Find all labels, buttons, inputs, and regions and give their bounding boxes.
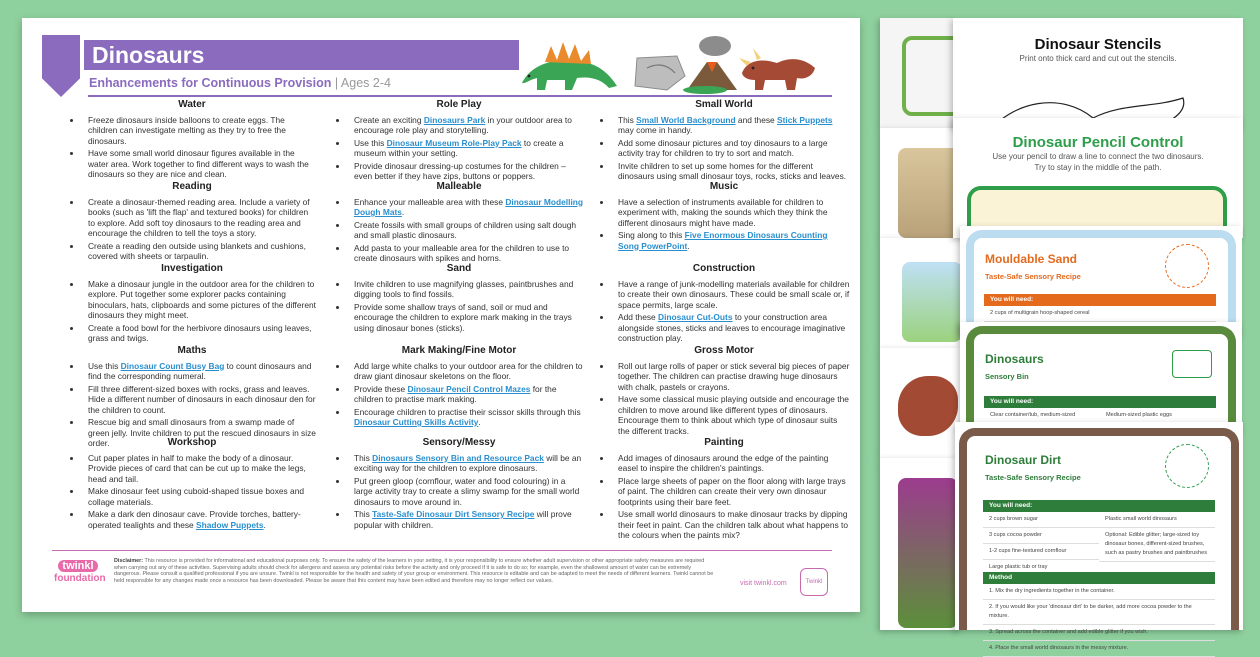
- ingredient: 2 cups brown sugar: [983, 512, 1099, 528]
- card-back-4: [880, 348, 960, 458]
- fossil-illustration: [635, 56, 685, 90]
- section-list: [68, 115, 316, 180]
- section-music: [598, 182, 850, 253]
- subtitle-text: Enhancements for Continuous Provision: [89, 76, 332, 90]
- item-text: Create a dinosaur-themed reading area. Include a variety of books (such as 'lift the flap' and textured books) for children to explore. Add soft toy dinosaurs to the reading area and encourage the children to tell the toys a story.: [88, 196, 310, 238]
- step-text: Spread across the container and add edible glitter if you wish.: [995, 629, 1148, 635]
- ingredient: 3 cups cocoa powder: [983, 528, 1099, 544]
- method-steps: [983, 584, 1215, 657]
- list-item: [612, 115, 850, 136]
- list-item: [348, 220, 584, 241]
- item-text: Freeze dinosaurs inside balloons to create eggs. The children can investigate melting as they try to free the dinosaurs.: [88, 114, 286, 146]
- bin-item-2: Medium-sized plastic eggs: [1106, 412, 1172, 418]
- bin-item-1: Clear container/tub, medium-sized: [990, 412, 1076, 418]
- item-text: to your construction area alongside stones, sticks and leaves to encourage imaginative construction play.: [618, 312, 846, 343]
- list-item: [348, 243, 584, 264]
- card-back-3: [880, 238, 960, 348]
- step-text: Mix the dry ingredients together in the container.: [995, 588, 1115, 594]
- list-item: [348, 509, 584, 530]
- list-item: [612, 161, 850, 182]
- section-list: [334, 453, 584, 531]
- section-mark-making-fine-motor: [334, 346, 584, 430]
- item-text: Add these: [618, 312, 659, 322]
- item-text: Have some small world dinosaur figures available in the water area. Work together to find different ways to wash the dinosaurs so they are nice and clean.: [88, 148, 309, 179]
- list-item: [612, 394, 850, 436]
- item-text: Have some classical music playing outside and encourage the children to move around like different types of dinosaurs. Encourage them to think about which type of dinosaur suits the different tracks.: [618, 394, 849, 436]
- item-text: .: [687, 240, 690, 251]
- section-list: [598, 197, 850, 252]
- item-text: Rescue big and small dinosaurs from a swamp made of green jelly. Invite children to put the rescued dinosaurs in size order.: [88, 417, 316, 448]
- sky-landscape: [902, 262, 962, 342]
- disclaimer-label: Disclaimer:: [114, 558, 144, 564]
- section-heading: Painting: [704, 437, 744, 448]
- item-text: Have a range of junk-modelling materials available for children to create their own dinosaurs. These could be small scale or, if space permits, large scale.: [618, 278, 850, 310]
- list-item: [348, 453, 584, 474]
- list-item: [82, 279, 316, 321]
- item-text: Create a reading den outside using blankets and cushions, covered with sheets or tarpaulin.: [88, 240, 306, 261]
- dinosaur-dirt-card: [955, 422, 1243, 651]
- list-item: [82, 361, 316, 382]
- item-text: Use this: [88, 360, 121, 371]
- visit-link[interactable]: visit twinkl.com: [740, 580, 787, 587]
- dirt-subtitle: Taste-Safe Sensory Recipe: [985, 473, 1081, 482]
- title-bar: [84, 40, 519, 70]
- sand-need-label: You will need:: [984, 294, 1216, 306]
- item-text: Add large white chalks to your outdoor area for the children to draw giant dinosaur skeletons on the floor.: [354, 360, 583, 381]
- section-list: [334, 197, 584, 264]
- section-heading: Maths: [177, 345, 207, 356]
- list-item: [612, 509, 850, 541]
- item-text: Create fossils with small groups of children using salt dough and small plastic dinosaurs.: [354, 219, 577, 240]
- item-text: Enhance your malleable area with these: [354, 196, 506, 207]
- list-item: [348, 115, 584, 136]
- list-item: [612, 453, 850, 474]
- dirt-need-label: You will need:: [983, 500, 1215, 512]
- dinosaur-illustrations: [517, 28, 822, 98]
- section-heading: Reading: [172, 181, 212, 192]
- footer-rule: [52, 550, 832, 551]
- list-item: [348, 161, 584, 182]
- resource-link[interactable]: Dinosaur Cutting Skills Activity: [354, 417, 479, 427]
- list-item: [82, 115, 316, 147]
- stencils-card: [953, 18, 1243, 128]
- sand-subtitle: Taste-Safe Sensory Recipe: [985, 272, 1081, 281]
- item-text: .: [478, 417, 481, 427]
- item-text: for the children to practise mark making.: [354, 383, 557, 404]
- list-item: [82, 486, 316, 507]
- item-text: Use this: [354, 137, 387, 148]
- logo-top: twinkl: [58, 560, 98, 572]
- item-text: Encourage children to practise their scissor skills through this: [354, 406, 581, 417]
- bin-subtitle: Sensory Bin: [985, 372, 1029, 381]
- item-text: Provide dinosaur dressing-up costumes for the children – even better if they have zips, buttons or poppers.: [354, 160, 566, 181]
- dirt-title: Dinosaur Dirt: [985, 453, 1062, 467]
- smile-badge: [1165, 244, 1209, 288]
- card-back-1: [880, 18, 955, 128]
- section-heading: Malleable: [436, 181, 482, 192]
- section-heading: Role Play: [436, 99, 482, 110]
- sand-title: Mouldable Sand: [985, 252, 1078, 266]
- item-text: .: [401, 207, 405, 217]
- section-heading: Investigation: [161, 263, 223, 274]
- section-heading: Small World: [695, 99, 753, 110]
- section-list: [598, 361, 850, 437]
- section-list: [598, 279, 850, 344]
- sensory-bin-card: [960, 322, 1242, 432]
- method-step: 4. Place the small world dinosaurs in the messy mixture.: [983, 641, 1215, 657]
- resource-link[interactable]: Dinosaur Pencil Control Mazes: [407, 383, 531, 394]
- item-text: Create a food bowl for the herbivore dinosaurs using leaves, grass and twigs.: [88, 322, 312, 343]
- bin-icon: [1172, 350, 1212, 378]
- list-item: [612, 230, 850, 251]
- section-heading: Gross Motor: [694, 345, 754, 356]
- item-text: and these: [735, 114, 778, 125]
- list-item: [612, 138, 850, 159]
- method-step: 2. If you would like your 'dinosaur dirt' to be darker, add more cocoa powder to the mixture.: [983, 600, 1215, 625]
- disclaimer-text: This resource is provided for informational and educational purposes only. To ensure the safety of the learners in your setting, it is your responsibility to ensure whether adult supervision or other appropriate safety measures are required when carrying out any of these activities. Supervising adults should check for allergens and assess any potential risks before the activity and only proceed if it is safe to do so; for example, even the shallowest amount of water can be extremely dangerous. Please consult a qualified professional if you are unsure. Twinkl is not responsible for the health and safety of your group or environment. This resource is editable and can be adapted to meet the needs of different learners. Twinkl cannot be held responsible for any changes made once a resource has been downloaded. Please be aware that this content may have been edited and therefore may no longer reflect our values.: [114, 558, 714, 584]
- section-maths: [68, 346, 316, 451]
- mouldable-sand-card: [960, 226, 1242, 336]
- item-text: Add pasta to your malleable area for the children to use to create dinosaurs with spikes and horns.: [354, 242, 570, 263]
- section-painting: [598, 438, 850, 543]
- page-subtitle: [89, 76, 391, 90]
- resource-link[interactable]: Dinosaurs Sensory Bin and Resource Pack: [372, 452, 544, 463]
- list-item: [82, 509, 316, 530]
- section-sensory-messy: [334, 438, 584, 532]
- smile-badge: [1165, 444, 1209, 488]
- section-heading: Water: [178, 99, 206, 110]
- list-item: [612, 312, 850, 344]
- section-list: [598, 115, 850, 182]
- step-text: Place the small world dinosaurs in the messy mixture.: [995, 645, 1129, 651]
- list-item: [82, 323, 316, 344]
- pencil-title: Dinosaur Pencil Control: [1012, 134, 1184, 151]
- pencil-sub1: Use your pencil to draw a line to connect the two dinosaurs.: [992, 152, 1204, 161]
- step-text: If you would like your 'dinosaur dirt' to be darker, add more cocoa powder to the mixture.: [989, 604, 1192, 619]
- item-text: Make a dark den dinosaur cave. Provide torches, battery-operated tealights and these: [88, 509, 301, 530]
- method-label: Method: [983, 572, 1215, 584]
- card-back-5: [880, 458, 960, 630]
- list-item: [348, 279, 584, 300]
- list-item: [348, 138, 584, 159]
- dirt-ingredients-right: [1099, 512, 1215, 562]
- method-step: 3. Spread across the container and add edible glitter if you wish.: [983, 625, 1215, 641]
- list-item: [348, 197, 584, 218]
- section-heading: Music: [709, 181, 739, 192]
- ingredient: Plastic small world dinosaurs: [1099, 512, 1215, 528]
- stencils-subtitle: Print onto thick card and cut out the stencils.: [1019, 54, 1177, 63]
- list-item: [612, 197, 850, 229]
- twinkl-badge: [800, 568, 830, 598]
- section-heading: Mark Making/Fine Motor: [401, 345, 517, 356]
- resource-link[interactable]: Dinosaur Museum Role-Play Pack: [386, 137, 522, 148]
- resource-link[interactable]: Stick Puppets: [777, 114, 833, 125]
- item-text: Roll out large rolls of paper or stick several big pieces of paper together. The children can practise drawing huge dinosaurs with chalk, pastels or crayons.: [618, 360, 850, 392]
- section-small-world: [598, 100, 850, 184]
- resource-link[interactable]: Five Enormous Dinosaurs Counting Song PowerPoint: [618, 230, 828, 251]
- bin-need-label: You will need:: [984, 396, 1216, 408]
- resource-link[interactable]: Dinosaur Count Busy Bag: [120, 360, 225, 371]
- bin-title: Dinosaurs: [985, 352, 1044, 366]
- provision-grid: [68, 100, 854, 540]
- item-text: Make dinosaur feet using cuboid-shaped tissue boxes and collage materials.: [88, 486, 305, 507]
- list-item: [82, 197, 316, 239]
- card-back-2: [880, 128, 960, 238]
- triceratops-illustration: [739, 48, 815, 90]
- list-item: [82, 384, 316, 416]
- resource-link[interactable]: Shadow Puppets: [196, 519, 264, 530]
- item-text: to count dinosaurs and find the corresponding numeral.: [88, 360, 312, 381]
- section-list: [598, 453, 850, 541]
- item-text: This: [354, 452, 373, 463]
- item-text: Add some dinosaur pictures and toy dinosaurs to a large activity tray for children to try to sort and match.: [618, 137, 828, 158]
- ingredient: Large plastic tub or tray: [983, 560, 1099, 576]
- triceratops-head: [898, 376, 958, 436]
- item-text: may come in handy.: [618, 125, 693, 135]
- item-text: Put green gloop (cornflour, water and food colouring) in a large activity tray to create a slimy swamp for the small world dinosaurs to move around in.: [354, 475, 580, 507]
- section-list: [334, 361, 584, 428]
- list-item: [348, 361, 584, 382]
- item-text: .: [263, 519, 266, 530]
- resource-link[interactable]: Taste-Safe Dinosaur Dirt Sensory Recipe: [372, 509, 535, 519]
- pencil-sub2: Try to stay in the middle of the path.: [1034, 163, 1162, 172]
- resource-link[interactable]: Dinosaur Cut-Outs: [658, 312, 733, 322]
- provision-document: [22, 18, 860, 612]
- item-text: Cut paper plates in half to make the body of a dinosaur. Provide pieces of card that can be cut up to make the legs, head and tail.: [88, 452, 306, 484]
- item-text: Add images of dinosaurs around the edge of the painting easel to inspire the children's paintings.: [618, 452, 829, 473]
- resource-link[interactable]: Small World Background: [636, 114, 736, 125]
- pencil-control-card: [953, 118, 1243, 238]
- section-heading: Sensory/Messy: [422, 437, 496, 448]
- list-item: [612, 476, 850, 508]
- list-item: [348, 407, 584, 428]
- list-item: [348, 302, 584, 334]
- stencils-title: Dinosaur Stencils: [1034, 36, 1162, 53]
- section-list: [68, 279, 316, 344]
- section-role-play: [334, 100, 584, 184]
- item-text: Place large sheets of paper on the floor along with large trays of paint. The children can create their very own dinosaur footprints using their bare feet.: [618, 475, 846, 507]
- resource-link[interactable]: Dinosaur Modelling Dough Mats: [354, 196, 584, 217]
- item-text: will be an exciting way for the children to explore dinosaurs.: [354, 452, 582, 473]
- age-range: | Ages 2-4: [334, 76, 391, 90]
- section-water: [68, 100, 316, 182]
- section-heading: Construction: [692, 263, 756, 274]
- method-step: 1. Mix the dry ingredients together in the container.: [983, 584, 1215, 600]
- badge-text: Twinkl: [800, 568, 828, 596]
- item-text: This: [354, 509, 373, 519]
- item-text: Have a selection of instruments available for children to experiment with, making the sounds which they think the different dinosaurs might have made.: [618, 196, 828, 228]
- ingredient: Optional: Edible glitter; large-sized toy dinosaur bones, different-sized brushes, such as pastry brushes and paintbrushes: [1099, 528, 1215, 562]
- dirt-ingredients-left: [983, 512, 1099, 576]
- ingredient: 1-2 cups fine-textured cornflour: [983, 544, 1099, 560]
- item-text: Use small world dinosaurs to make dinosaur tracks by dipping their feet in paint. Can the children talk about what happens to the colours when the paints mix?: [618, 509, 848, 540]
- resource-link[interactable]: Dinosaurs Park: [423, 114, 486, 125]
- list-item: [612, 361, 850, 393]
- section-list: [68, 453, 316, 531]
- twinkl-foundation-logo[interactable]: [54, 560, 104, 594]
- list-item: [82, 241, 316, 262]
- item-text: in your outdoor area to encourage role play and storytelling.: [354, 114, 572, 135]
- stegosaurus-illustration: [522, 42, 617, 90]
- disclaimer: [114, 558, 714, 584]
- section-list: [334, 115, 584, 182]
- section-heading: Workshop: [167, 437, 217, 448]
- list-item: [612, 279, 850, 311]
- page-title: Dinosaurs: [92, 42, 205, 68]
- logo-bottom: foundation: [54, 573, 106, 584]
- item-text: will prove popular with children.: [354, 509, 572, 530]
- jungle-leaves: [898, 478, 958, 628]
- item-text: to create a museum within your setting.: [354, 137, 564, 158]
- item-text: Sing along to this: [618, 230, 685, 240]
- section-list: [68, 361, 316, 449]
- item-text: Provide some shallow trays of sand, soil or mud and encourage the children to explore mark making in the trays using dinosaur bones (sticks).: [354, 301, 572, 333]
- section-heading: Sand: [446, 263, 472, 274]
- section-workshop: [68, 438, 316, 532]
- section-gross-motor: [598, 346, 850, 438]
- item-text: Invite children to use magnifying glasses, paintbrushes and digging tools to find fossils.: [354, 278, 574, 299]
- section-list: [68, 197, 316, 262]
- list-item: [82, 148, 316, 180]
- section-construction: [598, 264, 850, 346]
- section-malleable: [334, 182, 584, 266]
- bookmark-ribbon: [42, 35, 80, 97]
- item-text: Provide these: [354, 383, 408, 394]
- footer: [52, 550, 832, 602]
- section-reading: [68, 182, 316, 264]
- section-sand: [334, 264, 584, 335]
- item-text: Fill three different-sized boxes with rocks, grass and leaves. Hide a different number of dinosaurs in each dinosaur den for the children to count.: [88, 383, 316, 415]
- list-item: [348, 384, 584, 405]
- item-text: This: [618, 114, 637, 125]
- item-text: Create an exciting: [354, 114, 424, 125]
- volcano-illustration: [683, 36, 737, 94]
- item-text: Make a dinosaur jungle in the outdoor area for the children to explore. Put together some explorer packs containing binoculars, hats, clipboards and some pictures of the different dinosaurs they might meet.: [88, 278, 316, 320]
- list-item: [348, 476, 584, 508]
- sand-item-1: 2 cups of multigrain hoop-shaped cereal: [984, 306, 1216, 322]
- item-text: Invite children to set up some homes for the different dinosaurs using small dinosaur toys, rocks, sticks and leaves.: [618, 160, 847, 181]
- list-item: [82, 453, 316, 485]
- section-investigation: [68, 264, 316, 346]
- section-list: [334, 279, 584, 334]
